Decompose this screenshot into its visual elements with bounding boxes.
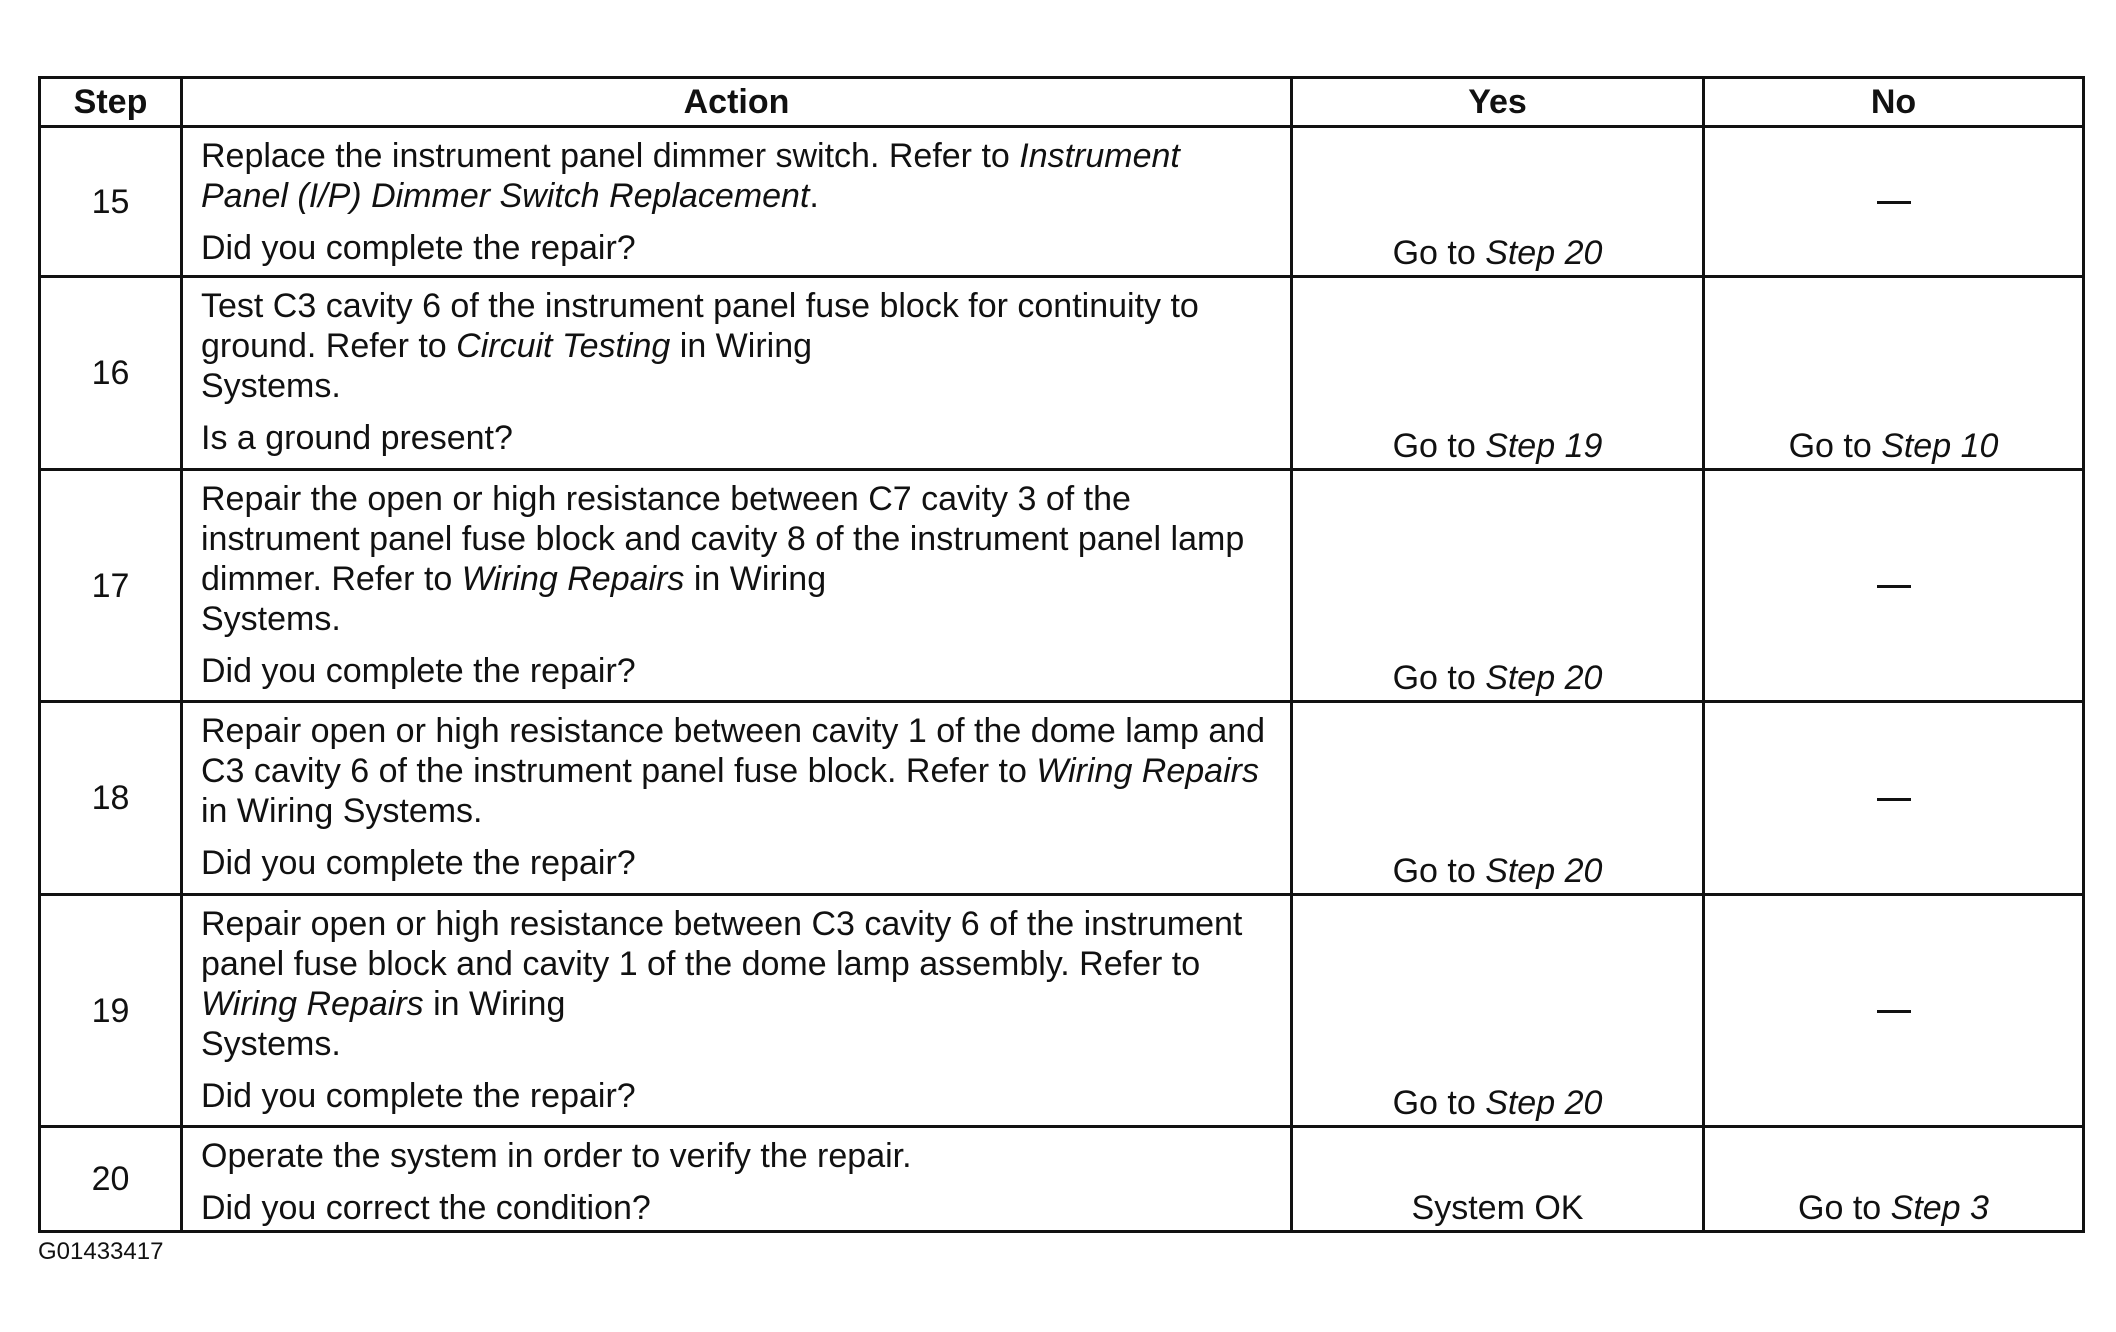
header-no: No: [1704, 78, 2084, 127]
table-row: [40, 895, 2084, 1127]
yes-cell: [1292, 277, 1704, 470]
reference-text: Circuit Testing: [456, 327, 671, 365]
dash-mark: [1877, 1010, 1911, 1013]
text-run: Go to: [1788, 427, 1882, 465]
action-text: [201, 904, 1272, 1064]
dash-mark: [1877, 201, 1911, 204]
figure-id: G01433417: [38, 1238, 164, 1265]
step-number: 17: [40, 470, 182, 702]
reference-text: Step 20: [1485, 1084, 1603, 1122]
reference-text: Wiring Repairs: [201, 985, 424, 1023]
header-yes: Yes: [1292, 78, 1704, 127]
text-run: Go to: [1392, 852, 1486, 890]
text-run: in Wiring: [423, 985, 566, 1023]
action-text: [201, 1136, 1272, 1176]
no-cell: [1704, 702, 2084, 895]
no-cell: [1704, 1127, 2084, 1232]
action-question: Is a ground present?: [201, 419, 513, 457]
text-run: Replace the instrument panel dimmer switch. Refer to: [201, 137, 1020, 175]
text-run: Go to: [1798, 1189, 1891, 1227]
table-row: [40, 702, 2084, 895]
reference-text: Step 10: [1881, 427, 1999, 465]
table-row: [40, 277, 2084, 470]
table-row: [40, 470, 2084, 702]
text-run: Test C3 cavity 6 of the instrument panel fuse block for continuity to ground. Refer to: [201, 287, 1199, 365]
no-cell: [1704, 277, 2084, 470]
yes-cell: [1292, 127, 1704, 277]
text-run: Go to: [1392, 234, 1486, 272]
text-run: Go to: [1392, 427, 1486, 465]
text-run: .: [809, 177, 819, 215]
reference-text: Wiring Repairs: [1036, 752, 1259, 790]
table-row: [40, 127, 2084, 277]
step-number: 19: [40, 895, 182, 1127]
yes-cell: [1292, 1127, 1704, 1232]
text-run: Repair the open or high resistance between C7 cavity 3 of the instrument panel fuse block and cavity 8 of the instrument panel lamp dimmer. Refer to: [201, 480, 1245, 598]
text-run: in Wiring: [684, 560, 827, 598]
action-cell: [182, 127, 1292, 277]
text-run: Repair open or high resistance between C3 cavity 6 of the instrument panel fuse block and cavity 1 of the dome lamp assembly. Refer to: [201, 905, 1243, 983]
text-run: in Wiring: [670, 327, 813, 365]
header-action: Action: [182, 78, 1292, 127]
action-cell: [182, 895, 1292, 1127]
no-cell: [1704, 895, 2084, 1127]
diagnostic-table: [38, 76, 2085, 1233]
reference-text: Step 19: [1485, 427, 1603, 465]
action-cell: [182, 470, 1292, 702]
header-step: Step: [40, 78, 182, 127]
action-question: Did you complete the repair?: [201, 1077, 636, 1115]
action-question: Did you complete the repair?: [201, 229, 636, 267]
dash-mark: [1877, 798, 1911, 801]
action-question: Did you correct the condition?: [201, 1189, 651, 1227]
reference-text: Step 20: [1485, 234, 1603, 272]
yes-cell: [1292, 470, 1704, 702]
reference-text: Step 20: [1485, 659, 1603, 697]
step-number: 15: [40, 127, 182, 277]
header-row: [40, 78, 2084, 127]
text-run: Systems.: [201, 367, 341, 405]
no-cell: [1704, 470, 2084, 702]
action-text: [201, 711, 1272, 831]
text-run: Operate the system in order to verify the repair.: [201, 1137, 912, 1175]
action-text: [201, 286, 1272, 406]
reference-text: Wiring Repairs: [461, 560, 685, 598]
yes-cell: [1292, 702, 1704, 895]
table-row: [40, 1127, 2084, 1232]
action-text: [201, 479, 1272, 639]
text-run: Go to: [1392, 1084, 1486, 1122]
action-question: Did you complete the repair?: [201, 844, 636, 882]
text-run: System OK: [1411, 1189, 1584, 1227]
action-cell: [182, 277, 1292, 470]
text-run: Repair open or high resistance between cavity 1 of the dome lamp and C3 cavity 6 of the instrument panel fuse block. Refer to: [201, 712, 1266, 790]
text-run: Go to: [1392, 659, 1486, 697]
step-number: 20: [40, 1127, 182, 1232]
reference-text: Step 3: [1890, 1189, 1989, 1227]
action-text: [201, 136, 1272, 216]
text-run: Systems.: [201, 600, 341, 638]
text-run: Systems.: [201, 1025, 341, 1063]
reference-text: Instrument Panel (I/P) Dimmer Switch Replacement: [201, 137, 1180, 215]
dash-mark: [1877, 585, 1911, 588]
no-cell: [1704, 127, 2084, 277]
action-cell: [182, 702, 1292, 895]
yes-cell: [1292, 895, 1704, 1127]
action-cell: [182, 1127, 1292, 1232]
step-number: 16: [40, 277, 182, 470]
step-number: 18: [40, 702, 182, 895]
action-question: Did you complete the repair?: [201, 652, 636, 690]
text-run: in Wiring Systems.: [201, 792, 483, 830]
reference-text: Step 20: [1485, 852, 1603, 890]
table-body: [40, 127, 2084, 1232]
